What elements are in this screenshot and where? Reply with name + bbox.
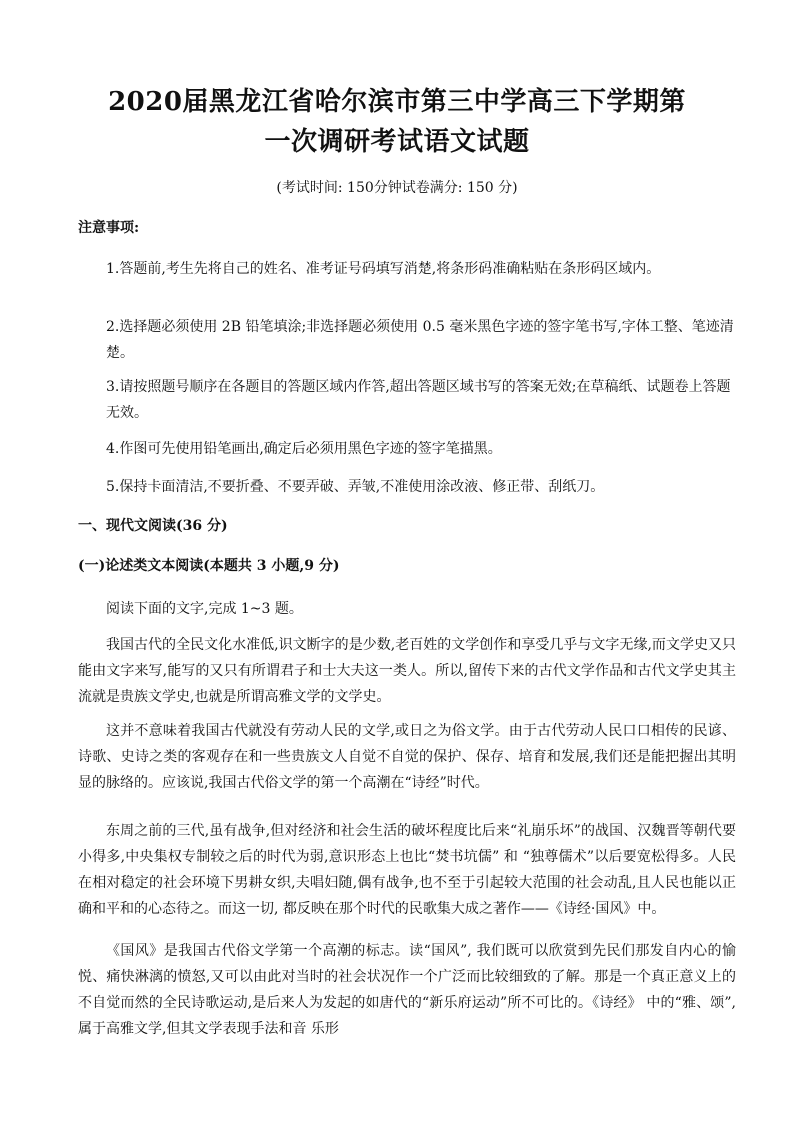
passage-paragraph-4: 《国风》是我国古代俗文学第一个高潮的标志。读“国风”, 我们既可以欣赏到先民们那发自内心的愉悦、痛快淋漓的愤怒,又可以由此对当时的社会状况作一个广泛而比较细致的了解。那是一个真正意义上的不自觉而然的全民诗歌运动,是后来人为发起的如唐代的“新乐府运动”所不可比的。《诗经》 中的“雅、颂”, 属于高雅文学,但其文学表现手法和音 乐形 (78, 943, 736, 1037)
exam-title-line-2: 一次调研考试语文试题 (264, 127, 530, 157)
notice-item-3: 3.请按照题号顺序在各题目的答题区域内作答,超出答题区域书写的答案无效;在草稿纸、试题卷上答题无效。 (106, 379, 731, 421)
notice-item (106, 256, 736, 282)
passage-paragraph-1: 我国古代的全民文化水准低,识文断字的是少数,老百姓的文学创作和享受几乎与文字无缘,而文学史又只能由文字来写,能写的又只有所谓君子和士大夫这一类人。所以,留传下来的古代文学作品和古代文学史其主流就是贵族文学史,也就是所谓高雅文学的文学史。 (78, 637, 736, 705)
exam-title-line-1: 2020届黑龙江省哈尔滨市第三中学高三下学期第 (108, 87, 686, 117)
reading-instruction: 阅读下面的文字,完成 1~3 题。 (106, 601, 303, 617)
notice-heading: 注意事项: (78, 220, 140, 236)
exam-time-info: (考试时间: 150分钟试卷满分: 150 分) (276, 180, 518, 196)
notice-item-5: 5.保持卡面清洁,不要折叠、不要弄破、弄皱,不准使用涂改液、修正带、刮纸刀。 (106, 479, 605, 495)
notice-text: 1.答题前,考生先将自己的姓名、准考证号码填写消楚,将条形码准确粘贴在条形码区域内。 (106, 261, 661, 277)
subsection-1-heading: (一)论述类文本阅读(本题共 3 小题,9 分) (78, 558, 340, 574)
passage-paragraph-2: 这并不意味着我国古代就没有劳动人民的文学,或日之为俗文学。由于古代劳动人民口口相传的民谚、诗歌、史诗之类的客观存在和一些贵族文人自觉不自觉的保护、保存、培育和发展,我们还是能把握出其明显的脉络的。应该说,我国古代俗文学的第一个高潮在“诗经”时代。 (78, 723, 736, 791)
exam-title (60, 82, 734, 162)
notice-item-4: 4.作图可先使用铅笔画出,确定后必须用黑色字迹的签字笔描黑。 (106, 441, 502, 457)
notice-item-2: 2.选择题必须使用 2B 铅笔填涂;非选择题必须使用 0.5 毫米黑色字迹的签字笔书写,字体工整、笔迹清楚。 (106, 319, 734, 361)
section-1-heading: 一、现代文阅读(36 分) (78, 518, 228, 534)
passage-paragraph-3: 东周之前的三代,虽有战争,但对经济和社会生活的破坏程度比后来“礼崩乐坏”的战国、汉魏晋等朝代要小得多,中央集权专制较之后的时代为弱,意识形态上也比“焚书坑儒” 和 “独尊儒术”以后要宽松得多。人民在相对稳定的社会环境下男耕女织,夫唱妇随,偶有战争,也不至于引起较大范围的社会动乱,且人民也能以正确和平和的心态待之。而这一切, 都反映在那个时代的民歌集大成之著作——《诗经·国风》中。 (78, 823, 736, 917)
